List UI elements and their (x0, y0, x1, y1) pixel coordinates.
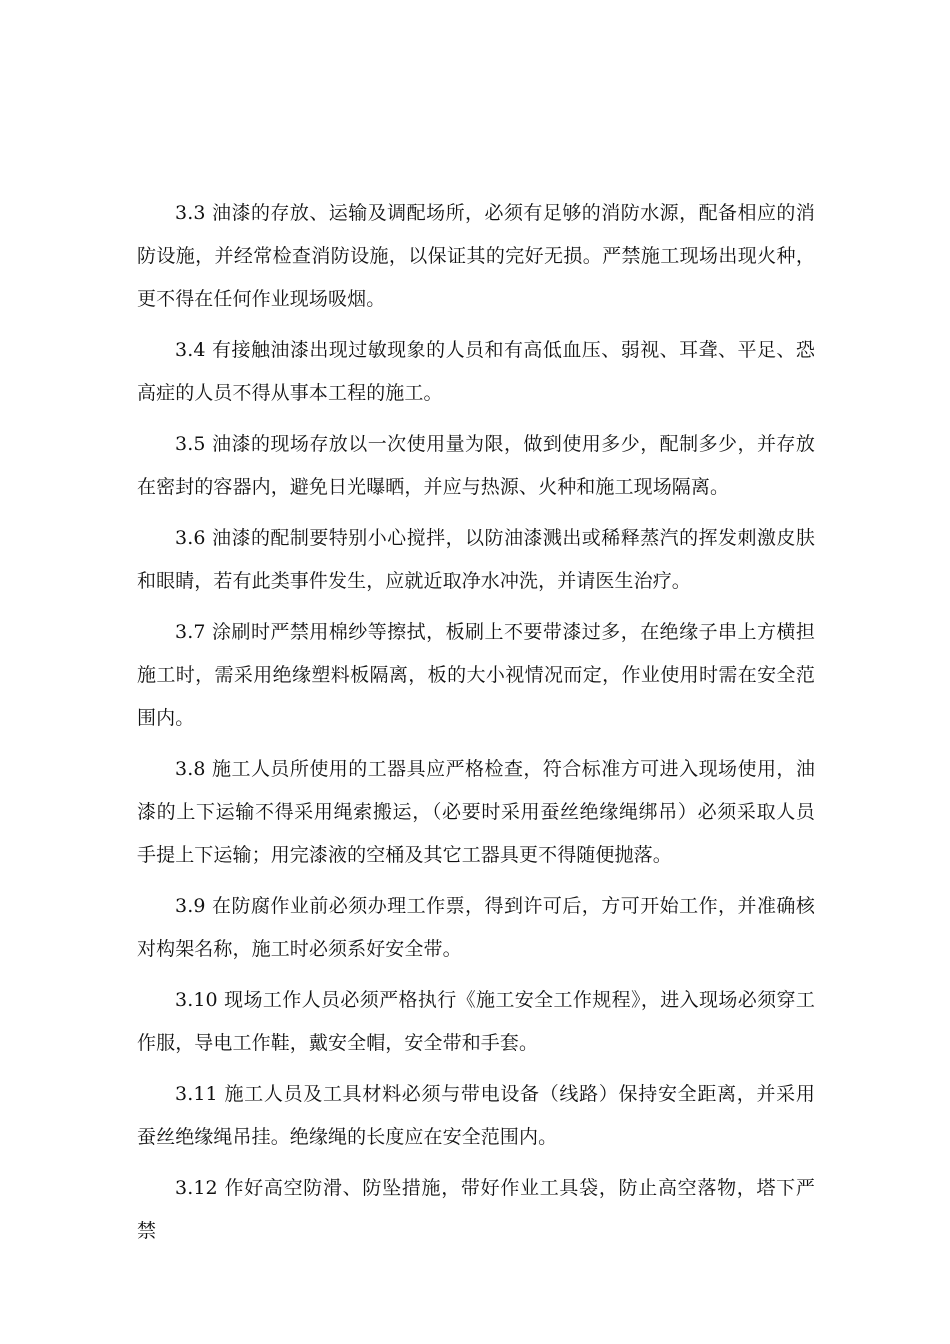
paragraph-3-4: 3.4 有接触油漆出现过敏现象的人员和有高低血压、弱视、耳聋、平足、恐高症的人员不得从事本工程的施工。 (137, 339, 815, 404)
paragraph-3-11: 3.11 施工人员及工具材料必须与带电设备（线路）保持安全距离，并采用蚕丝绝缘绳吊挂。绝缘绳的长度应在安全范围内。 (137, 1083, 815, 1148)
paragraph-3-8: 3.8 施工人员所使用的工器具应严格检查，符合标准方可进入现场使用，油漆的上下运输不得采用绳索搬运，（必要时采用蚕丝绝缘绳绑吊）必须采取人员手提上下运输；用完漆液的空桶及其它工器具更不得随便抛落。 (137, 758, 815, 866)
paragraph-3-3: 3.3 油漆的存放、运输及调配场所，必须有足够的消防水源，配备相应的消防设施，并经常检查消防设施，以保证其的完好无损。严禁施工现场出现火种，更不得在任何作业现场吸烟。 (137, 202, 815, 310)
document-body (137, 192, 815, 1261)
paragraph-3-6: 3.6 油漆的配制要特别小心搅拌，以防油漆溅出或稀释蒸汽的挥发刺激皮肤和眼睛，若有此类事件发生，应就近取净水冲洗，并请医生治疗。 (137, 527, 815, 592)
paragraph-3-12: 3.12 作好高空防滑、防坠措施，带好作业工具袋，防止高空落物，塔下严禁 (137, 1177, 815, 1242)
paragraph-3-9: 3.9 在防腐作业前必须办理工作票，得到许可后，方可开始工作，并准确核对构架名称，施工时必须系好安全带。 (137, 895, 815, 960)
paragraph-3-5: 3.5 油漆的现场存放以一次使用量为限，做到使用多少，配制多少，并存放在密封的容器内，避免日光曝晒，并应与热源、火种和施工现场隔离。 (137, 433, 815, 498)
paragraph-3-7: 3.7 涂刷时严禁用棉纱等擦拭，板刷上不要带漆过多，在绝缘子串上方横担施工时，需采用绝缘塑料板隔离，板的大小视情况而定，作业使用时需在安全范围内。 (137, 621, 815, 729)
paragraph-3-10: 3.10 现场工作人员必须严格执行《施工安全工作规程》，进入现场必须穿工作服，导电工作鞋，戴安全帽，安全带和手套。 (137, 989, 815, 1054)
